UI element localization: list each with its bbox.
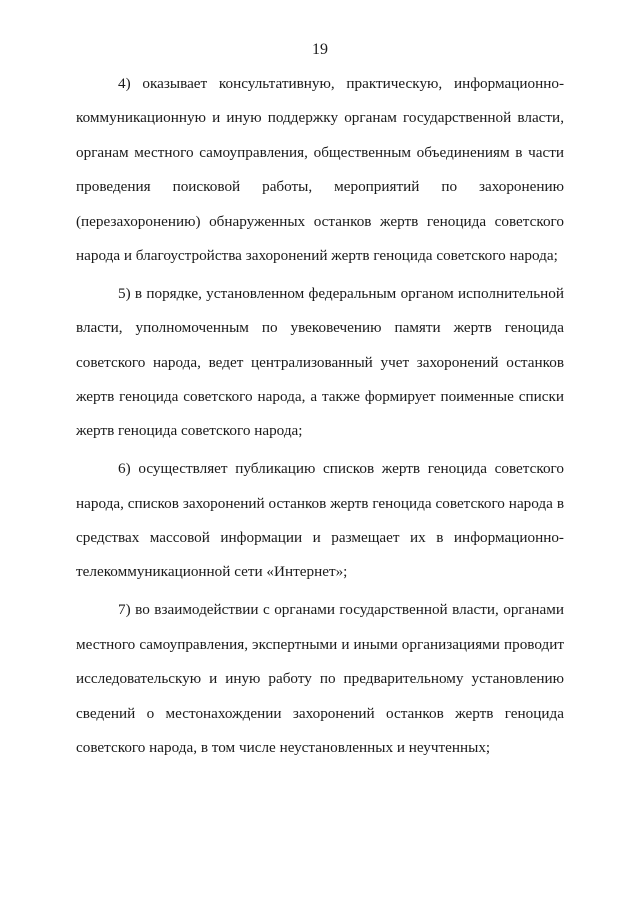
text-line: коммуникационную и иную поддержку органам государственной власти, <box>76 109 564 127</box>
text-line: исследовательскую и иную работу по предварительному установлению <box>76 670 564 688</box>
text-line: сведений о местонахождении захоронений останков жертв геноцида <box>76 704 564 722</box>
paragraph-item-6 <box>76 452 564 590</box>
text-line: власти, уполномоченным по увековечению памяти жертв геноцида <box>76 319 564 337</box>
text-line: (перезахоронению) обнаруженных останков жертв геноцида советского <box>76 212 564 230</box>
paragraph-item-5 <box>76 277 564 449</box>
text-line: 6) осуществляет публикацию списков жертв геноцида советского <box>118 460 564 478</box>
text-line: советского народа, ведет централизованный учет захоронений останков <box>76 353 564 371</box>
text-line: средствах массовой информации и размещает их в информационно- <box>76 529 564 547</box>
text-line: местного самоуправления, экспертными и иными организациями проводит <box>76 635 564 653</box>
text-line: проведения поисковой работы, мероприятий по захоронению <box>76 178 564 196</box>
page-number: 19 <box>312 41 328 58</box>
text-line: советского народа, в том числе неустановленных и неучтенных; <box>76 738 491 756</box>
text-line: жертв геноцида советского народа; <box>76 422 303 440</box>
text-line: 4) оказывает консультативную, практическую, информационно- <box>118 75 564 92</box>
text-line: народа и благоустройства захоронений жертв геноцида советского народа; <box>76 246 558 264</box>
document-body <box>76 67 564 769</box>
paragraph-item-7 <box>76 593 564 765</box>
paragraph-item-4 <box>76 67 564 273</box>
text-line: органам местного самоуправления, общественным объединениям в части <box>76 143 564 161</box>
text-line: жертв геноцида советского народа, а также формирует поименные списки <box>76 388 564 406</box>
text-line: народа, списков захоронений останков жертв геноцида советского народа в <box>76 494 564 512</box>
text-line: 5) в порядке, установленном федеральным органом исполнительной <box>118 284 564 302</box>
text-line: 7) во взаимодействии с органами государственной власти, органами <box>118 601 564 619</box>
text-line: телекоммуникационной сети «Интернет»; <box>76 563 348 581</box>
